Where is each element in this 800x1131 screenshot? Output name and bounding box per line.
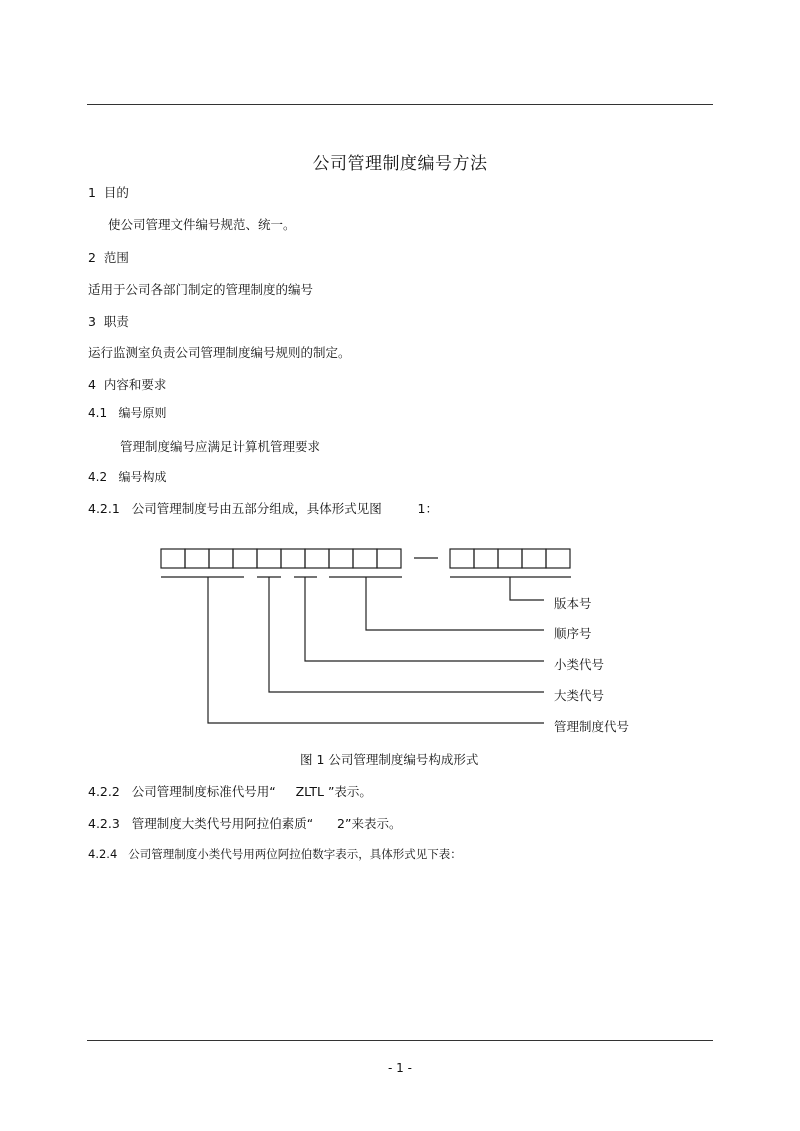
section-4-1-text: 管理制度编号应满足计算机管理要求 <box>120 439 321 454</box>
label-regulation-code: 管理制度代号 <box>554 719 630 734</box>
section-1-text: 使公司管理文件编号规范、统一。 <box>108 217 296 232</box>
section-1-heading: 1 目的 <box>88 185 129 200</box>
page-number: - 1 - <box>388 1061 412 1075</box>
section-4-heading: 4 内容和要求 <box>88 377 167 392</box>
section-4-2-2-text: 4.2.2 公司管理制度标准代号用“ ZLTL ”表示。 <box>88 784 372 799</box>
code-boxes-left <box>161 549 401 568</box>
header-rule <box>87 104 713 105</box>
label-category-code: 大类代号 <box>554 688 605 703</box>
section-4-2-4-text: 4.2.4 公司管理制度小类代号用两位阿拉伯数字表示，具体形式见下表： <box>88 847 462 861</box>
section-4-2-3-text: 4.2.3 管理制度大类代号用阿拉伯素质“ 2”来表示。 <box>88 816 402 831</box>
section-4-2-1-text: 4.2.1 公司管理制度号由五部分组成，具体形式见图 1： <box>88 501 438 516</box>
code-boxes-right <box>450 549 570 568</box>
label-version-number: 版本号 <box>554 596 592 611</box>
section-4-1-heading: 4.1 编号原则 <box>88 406 167 420</box>
leader-lines <box>208 577 544 723</box>
page-title: 公司管理制度编号方法 <box>312 154 488 174</box>
label-sequence-number: 顺序号 <box>554 626 592 641</box>
numbering-structure-diagram <box>0 530 800 775</box>
figure-caption: 图 1 公司管理制度编号构成形式 <box>300 752 479 767</box>
section-2-text: 适用于公司各部门制定的管理制度的编号 <box>88 282 314 297</box>
footer-rule <box>87 1040 713 1041</box>
section-3-heading: 3 职责 <box>88 314 129 329</box>
section-4-2-heading: 4.2 编号构成 <box>88 470 167 484</box>
label-subcategory-code: 小类代号 <box>554 657 605 672</box>
section-3-text: 运行监测室负责公司管理制度编号规则的制定。 <box>88 345 351 360</box>
section-2-heading: 2 范围 <box>88 250 129 265</box>
